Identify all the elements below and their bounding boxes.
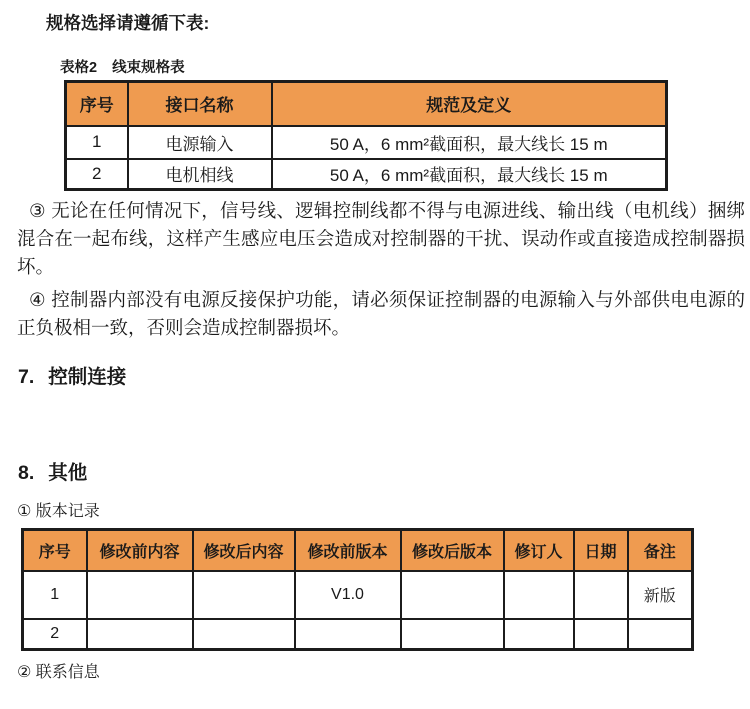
table-cell: 电机相线 (128, 159, 272, 190)
intro-text: 规格选择请遵循下表: (46, 13, 210, 33)
column-header: 规范及定义 (272, 82, 667, 126)
subsection-contact-info: ② 联系信息 (17, 664, 100, 681)
table-cell (401, 619, 504, 650)
column-header: 修订人 (504, 530, 574, 571)
section-8-number: 8. (18, 462, 35, 484)
table-row (66, 159, 667, 190)
table-cell (504, 619, 574, 650)
table-cell: 50 A，6 mm²截面积，最大线长 15 m (272, 126, 667, 159)
table-cell (295, 619, 401, 650)
table-cell (193, 619, 295, 650)
table-cell (504, 571, 574, 619)
table-cell: 电源输入 (128, 126, 272, 159)
subsection-version-record: ① 版本记录 (17, 503, 100, 520)
column-header: 修改前内容 (87, 530, 193, 571)
column-header: 修改后版本 (401, 530, 504, 571)
section-7-number: 7. (18, 366, 35, 388)
table-cell (628, 619, 693, 650)
column-header: 修改后内容 (193, 530, 295, 571)
column-header: 备注 (628, 530, 693, 571)
table-row (23, 619, 693, 650)
table-cell: 2 (23, 619, 87, 650)
column-header: 接口名称 (128, 82, 272, 126)
table-cell (87, 619, 193, 650)
table1-caption-title: 线束规格表 (112, 60, 185, 76)
table-cell (193, 571, 295, 619)
column-header: 日期 (574, 530, 628, 571)
version-record-table (21, 528, 694, 651)
table1-caption (60, 61, 750, 76)
table-cell: 1 (66, 126, 128, 159)
column-header: 序号 (66, 82, 128, 126)
note-3: ③ 无论在任何情况下，信号线、逻辑控制线都不得与电源进线、输出线（电机线）捆绑混合在一起布线，这样产生感应电压会造成对控制器的干扰、误动作或直接造成控制器损坏。 (17, 200, 745, 277)
column-header: 序号 (23, 530, 87, 571)
note-4: ④ 控制器内部没有电源反接保护功能，请必须保证控制器的电源输入与外部供电电源的正负极相一致，否则会造成控制器损坏。 (17, 289, 745, 338)
table-cell: 新版 (628, 571, 693, 619)
table-cell (574, 619, 628, 650)
section-8-title: 其他 (48, 462, 88, 484)
table-cell (87, 571, 193, 619)
table-cell (574, 571, 628, 619)
section-7-title: 控制连接 (48, 366, 127, 388)
header-row (23, 530, 693, 571)
table1-caption-label: 表格2 (60, 60, 98, 76)
header-row (66, 82, 667, 126)
wire-harness-spec-table (64, 80, 668, 191)
section-7-heading (18, 365, 750, 389)
table-row (23, 571, 693, 619)
table-cell: 1 (23, 571, 87, 619)
table-cell: 2 (66, 159, 128, 190)
table-cell (401, 571, 504, 619)
section-8-heading (18, 461, 750, 485)
table-cell: 50 A，6 mm²截面积，最大线长 15 m (272, 159, 667, 190)
table-cell: V1.0 (295, 571, 401, 619)
column-header: 修改前版本 (295, 530, 401, 571)
table-row (66, 126, 667, 159)
